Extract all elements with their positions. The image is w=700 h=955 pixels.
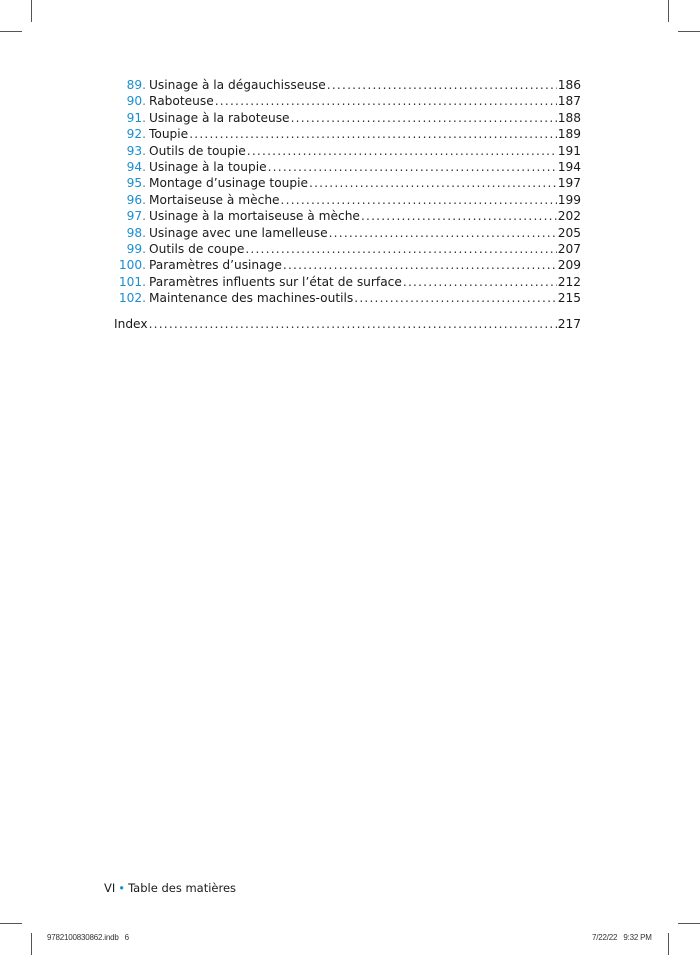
entry-title: Outils de toupie <box>149 143 246 158</box>
toc-entry[interactable] <box>114 192 581 208</box>
dot-leader <box>215 93 557 109</box>
entry-page: 205 <box>557 225 581 240</box>
entry-number: 98. <box>126 225 146 240</box>
table-of-contents <box>114 77 581 333</box>
index-page: 217 <box>557 317 581 332</box>
section-title: Table des matières <box>128 881 237 895</box>
dot-leader <box>403 274 557 290</box>
crop-mark-top-left-v <box>31 0 32 22</box>
dot-leader <box>268 159 557 175</box>
dot-leader <box>281 192 557 208</box>
entry-title: Outils de coupe <box>149 241 245 256</box>
entry-page: 209 <box>557 258 581 273</box>
bullet-separator: • <box>118 881 126 895</box>
entry-number: 92. <box>126 127 146 142</box>
crop-mark-top-right-h <box>678 31 700 32</box>
dot-leader <box>283 257 557 273</box>
entry-page: 191 <box>557 143 581 158</box>
entry-title: Usinage à la dégauchisseuse <box>149 78 326 92</box>
entry-number: 91. <box>126 110 146 125</box>
entry-number: 101. <box>118 274 146 289</box>
toc-entry[interactable] <box>114 77 581 93</box>
entry-number: 94. <box>126 159 146 174</box>
entry-number: 96. <box>126 192 146 207</box>
entry-number: 95. <box>126 176 146 191</box>
crop-mark-bottom-right-h <box>678 923 700 924</box>
entry-page: 199 <box>557 192 581 207</box>
dot-leader <box>189 126 557 142</box>
entry-number: 97. <box>126 209 146 224</box>
entry-page: 202 <box>557 209 581 224</box>
dot-leader <box>291 110 557 126</box>
entry-page: 189 <box>557 127 581 142</box>
toc-entry[interactable] <box>114 208 581 224</box>
entry-number: 89. <box>126 78 146 92</box>
entry-title: Usinage avec une lamelleuse <box>149 225 328 240</box>
crop-mark-bottom-right-v <box>668 933 669 955</box>
toc-entry[interactable] <box>114 225 581 241</box>
toc-entry[interactable] <box>114 143 581 159</box>
crop-mark-bottom-left-v <box>31 933 32 955</box>
entry-title: Maintenance des machines-outils <box>149 291 354 306</box>
slug-file: 9782100830862.indb 6 <box>47 933 129 942</box>
toc-entry[interactable] <box>114 126 581 142</box>
entry-number: 99. <box>126 241 146 256</box>
toc-entry[interactable] <box>114 93 581 109</box>
entry-title: Montage d’usinage toupie <box>149 176 309 191</box>
entry-title: Mortaiseuse à mèche <box>149 192 280 207</box>
entry-number: 90. <box>126 94 146 109</box>
index-title: Index <box>114 317 148 332</box>
dot-leader <box>354 290 556 306</box>
entry-number: 102. <box>118 291 146 306</box>
entry-page: 194 <box>557 159 581 174</box>
toc-entry[interactable] <box>114 274 581 290</box>
entry-title: Raboteuse <box>149 94 214 109</box>
entry-title: Toupie <box>149 127 189 142</box>
page-number: VI <box>104 881 116 895</box>
entry-title: Usinage à la raboteuse <box>149 110 290 125</box>
crop-mark-bottom-left-h <box>0 923 22 924</box>
entry-page: 186 <box>557 78 581 92</box>
crop-mark-top-left-h <box>0 31 22 32</box>
dot-leader <box>327 77 557 93</box>
entry-page: 187 <box>557 94 581 109</box>
entry-title: Usinage à la toupie <box>149 159 267 174</box>
entry-page: 212 <box>557 274 581 289</box>
toc-entry[interactable] <box>114 110 581 126</box>
entry-title: Paramètres influents sur l’état de surface <box>149 274 402 289</box>
dot-leader <box>247 143 557 159</box>
entry-page: 215 <box>557 291 581 306</box>
entry-number: 100. <box>118 258 146 273</box>
dot-leader <box>245 241 556 257</box>
entry-page: 197 <box>557 176 581 191</box>
toc-entry-index[interactable] <box>114 316 581 332</box>
entry-title: Usinage à la mortaiseuse à mèche <box>149 209 360 224</box>
dot-leader <box>361 208 557 224</box>
entry-title: Paramètres d’usinage <box>149 258 282 273</box>
toc-entry[interactable] <box>114 290 581 306</box>
dot-leader <box>329 225 557 241</box>
toc-entry[interactable] <box>114 257 581 273</box>
toc-entry[interactable] <box>114 159 581 175</box>
entry-page: 207 <box>557 241 581 256</box>
toc-entry[interactable] <box>114 175 581 191</box>
dot-leader <box>149 316 557 332</box>
entry-number: 93. <box>126 143 146 158</box>
dot-leader <box>309 175 557 191</box>
page-footer <box>104 881 236 895</box>
toc-entry[interactable] <box>114 241 581 257</box>
crop-mark-top-right-v <box>668 0 669 22</box>
slug-datetime: 7/22/22 9:32 PM <box>592 933 652 942</box>
entry-page: 188 <box>557 110 581 125</box>
